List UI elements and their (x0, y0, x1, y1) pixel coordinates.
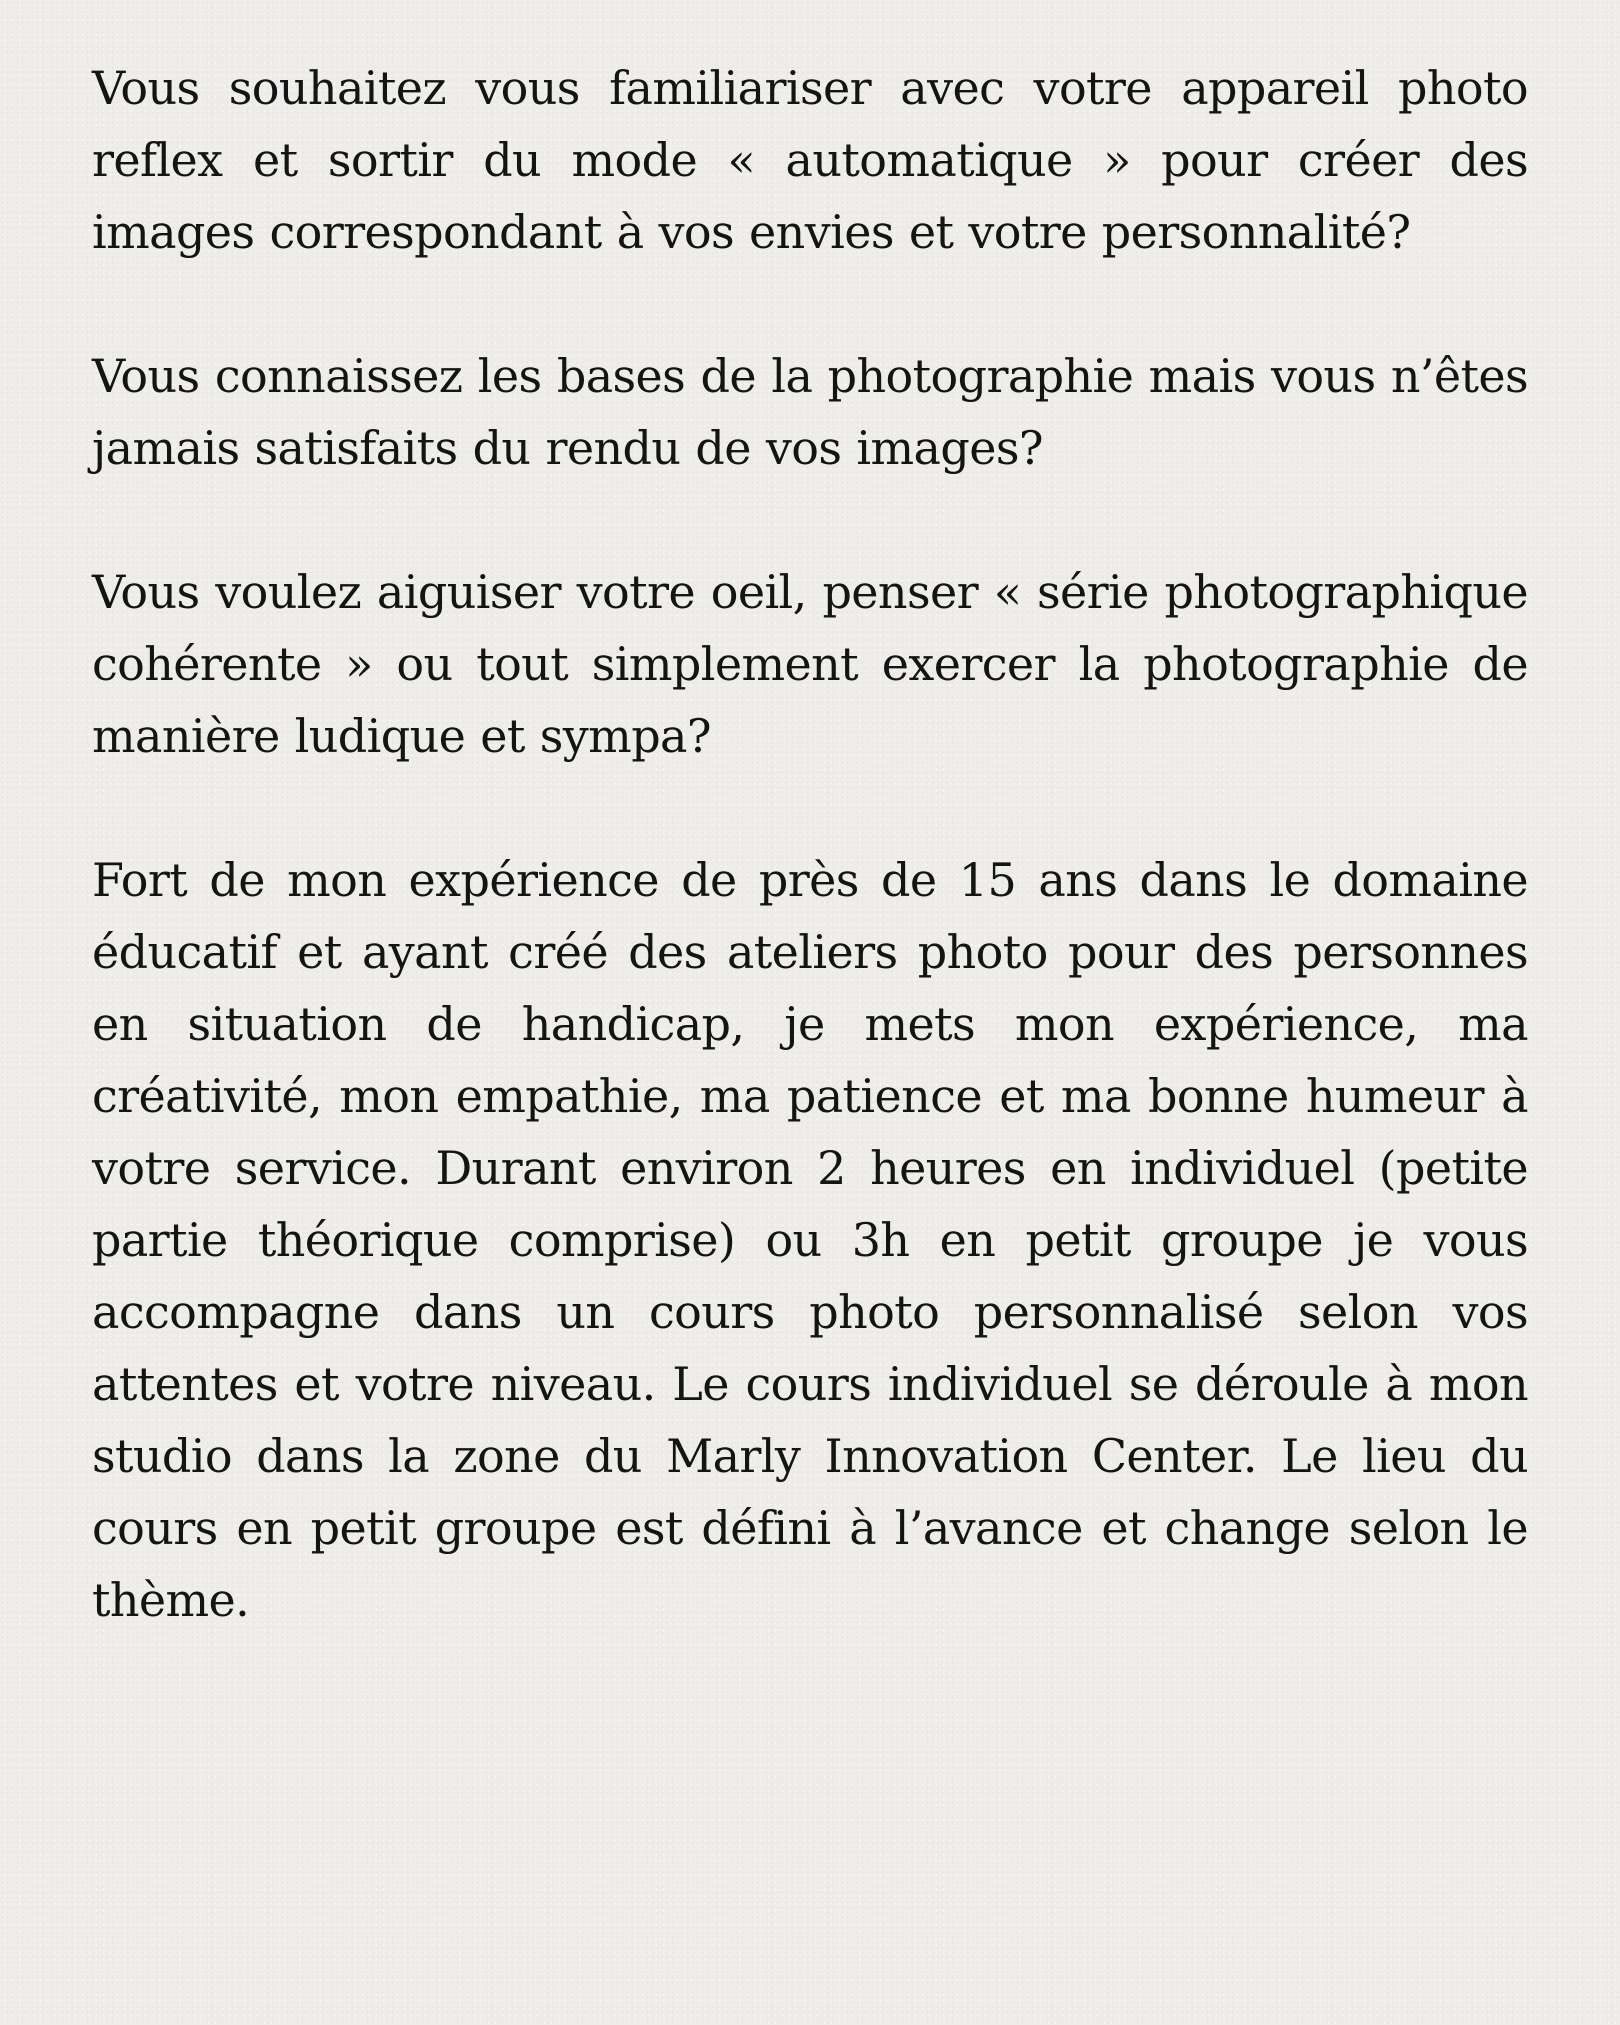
paragraph-intro-question: Vous souhaitez vous familiariser avec votre appareil photo reflex et sortir du mode « automatique » pour créer des images correspondant à vos envies et votre personnalité? (92, 61, 1528, 259)
paragraph-basics-question: Vous connaissez les bases de la photographie mais vous n’êtes jamais satisfaits du rendu de vos images? (92, 349, 1528, 475)
paragraph-eye-question: Vous voulez aiguiser votre oeil, penser « série photographique cohérente » ou tout simplement exercer la photographie de manière ludique et sympa? (92, 565, 1528, 763)
paragraph-experience-description: Fort de mon expérience de près de 15 ans dans le domaine éducatif et ayant créé des ateliers photo pour des personnes en situation de handicap, je mets mon expérience, ma créativité, mon empathie, ma patience et ma bonne humeur à votre service. Durant environ 2 heures en individuel (petite partie théorique comprise) ou 3h en petit groupe je vous accompagne dans un cours photo personnalisé selon vos attentes et votre niveau. Le cours individuel se déroule à mon studio dans la zone du Marly Innovation Center. Le lieu du cours en petit groupe est défini à l’avance et change selon le thème. (92, 853, 1528, 1627)
text-page (92, 52, 1528, 1708)
